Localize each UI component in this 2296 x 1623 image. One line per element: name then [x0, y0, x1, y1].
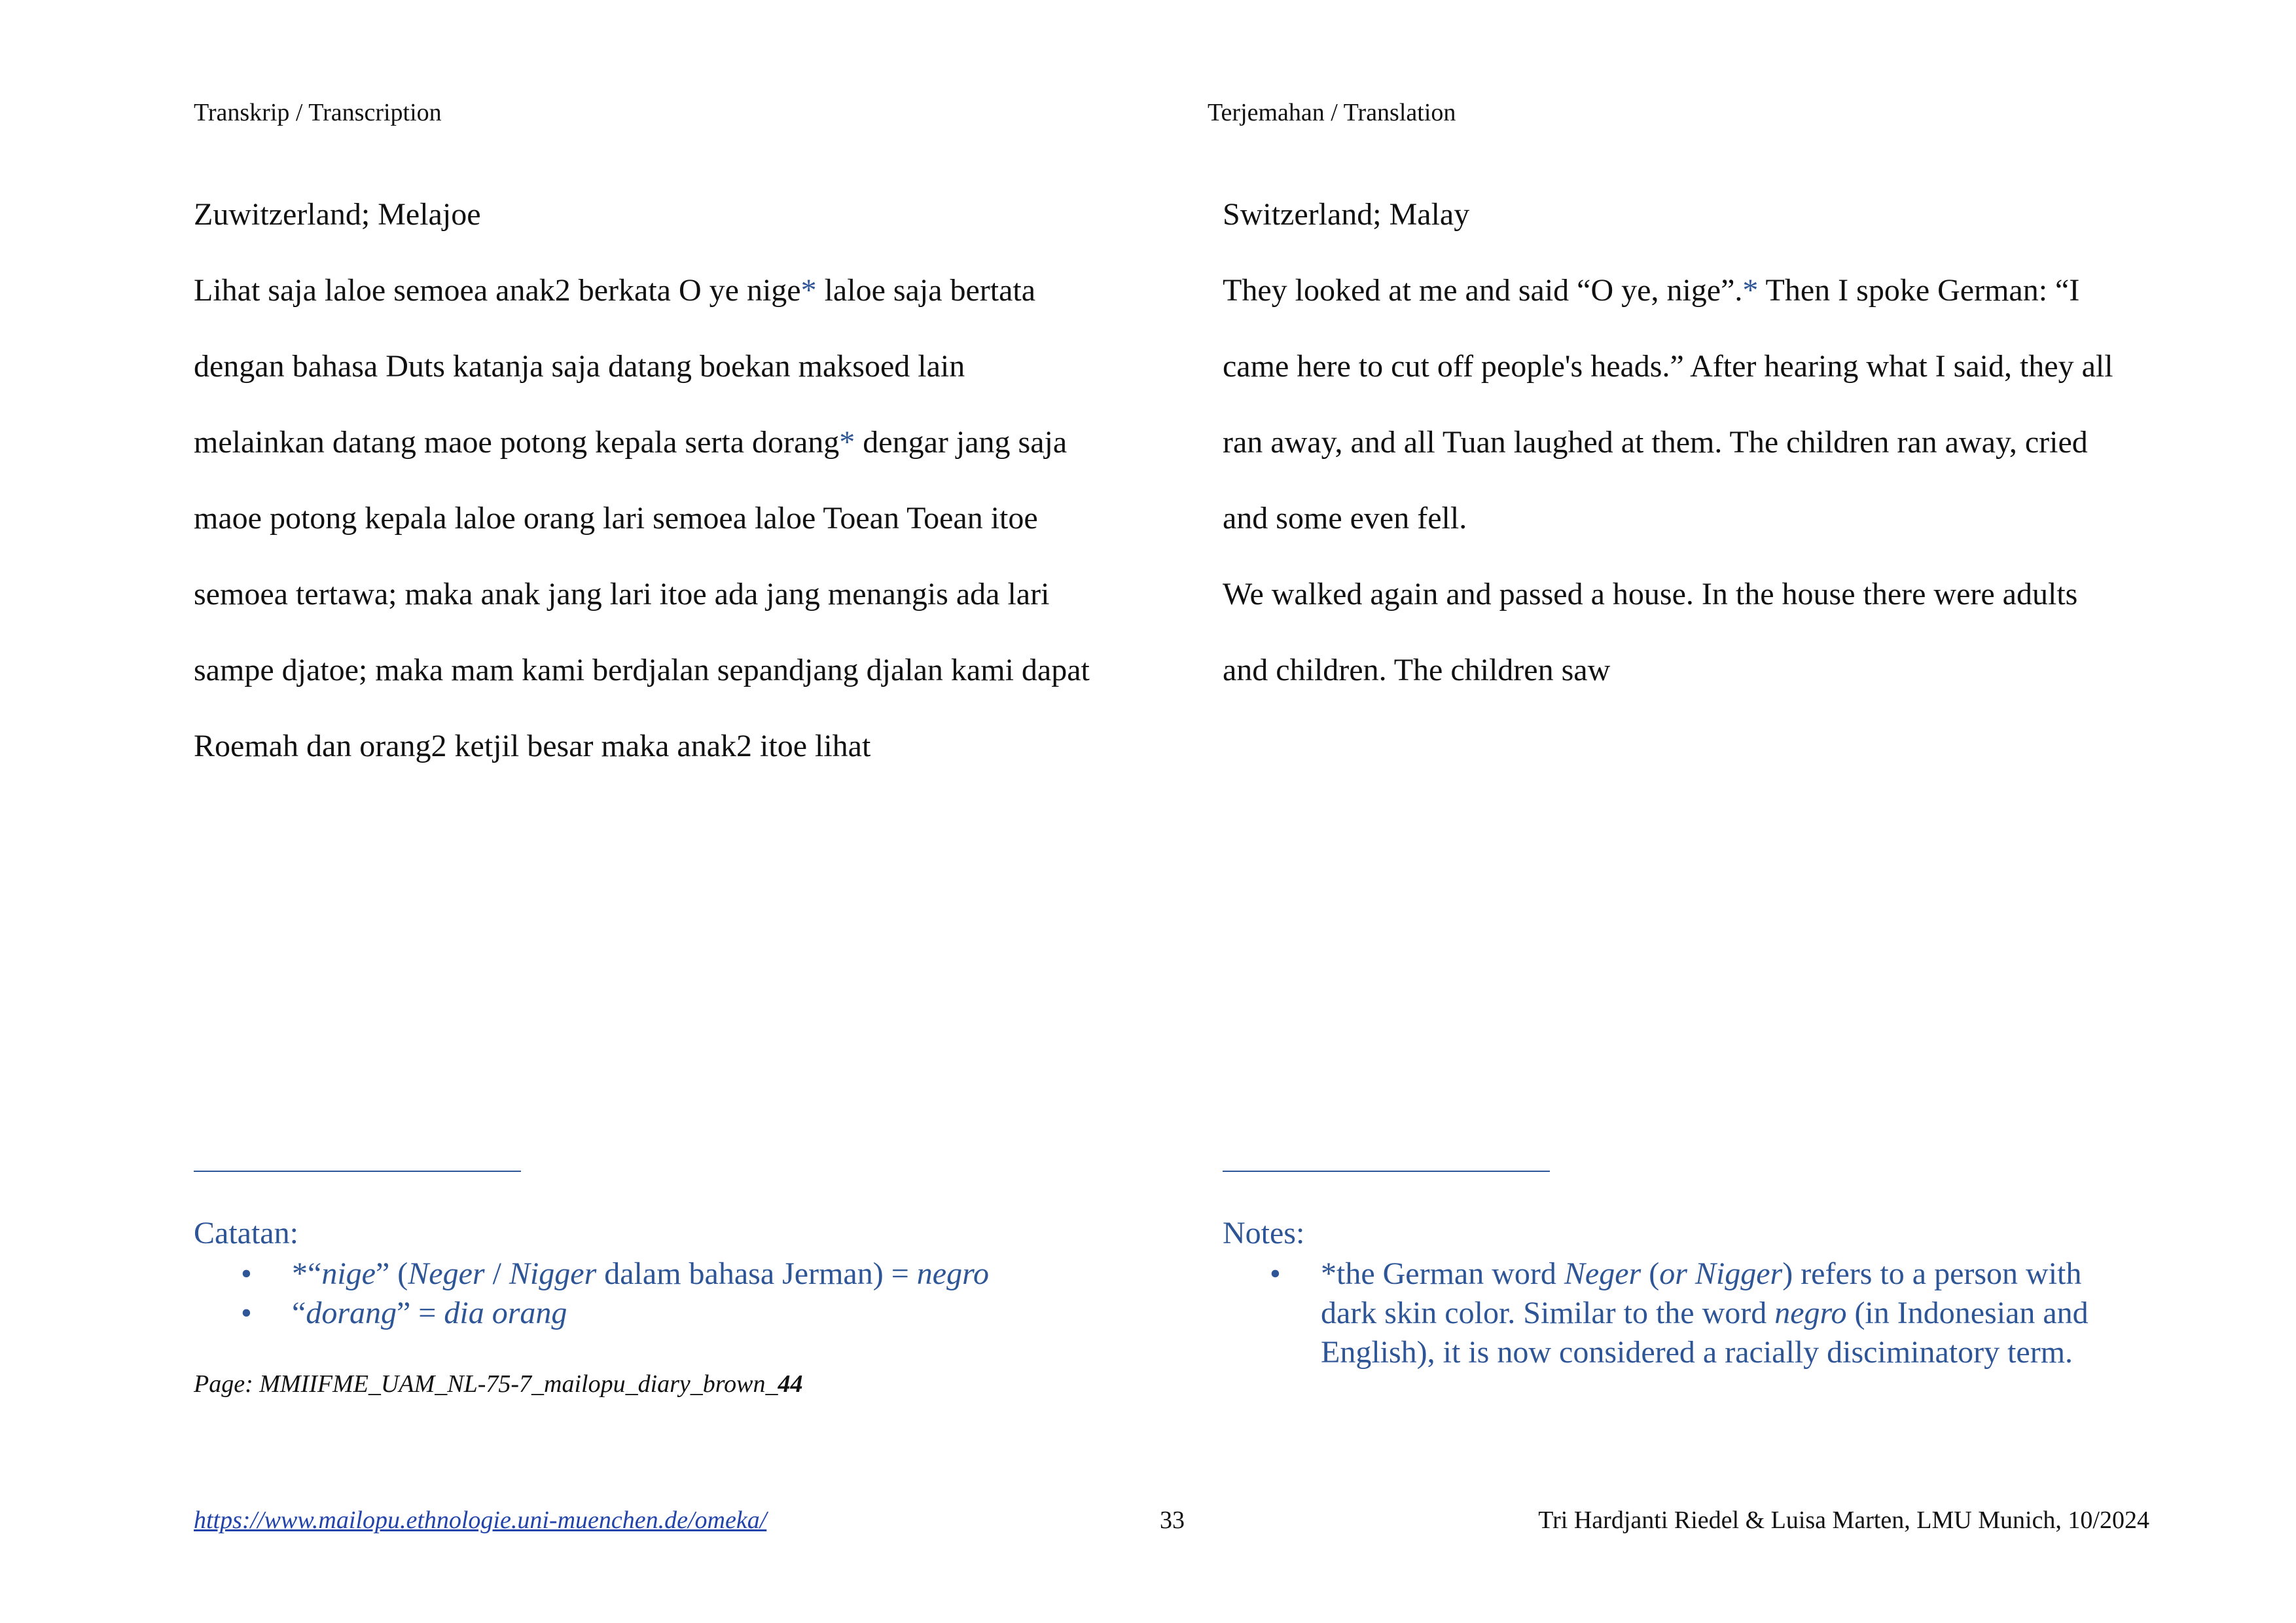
text-line-content: We walked again and passed a house. In the house there were adults — [1223, 577, 2078, 611]
note-text: dia orang — [444, 1296, 567, 1330]
text-line-content: Roemah dan orang2 ketjil besar maka anak2 itoe lihat — [194, 729, 871, 763]
bullet-icon: • — [241, 1256, 252, 1291]
note-text: negro — [916, 1256, 989, 1291]
text-line-content: laloe saja bertata — [816, 273, 1036, 308]
note-text: ” ( — [375, 1256, 408, 1291]
text-line-content: sampe djatoe; maka mam kami berdjalan sepandjang djalan kami dapat — [194, 653, 1090, 687]
right-footnote-rule — [1223, 1171, 1550, 1172]
note-item — [194, 1254, 1126, 1294]
page-reference — [194, 1370, 803, 1398]
text-line — [194, 253, 1126, 329]
note-text: or Nigger — [1659, 1256, 1783, 1291]
bullet-icon: • — [241, 1296, 252, 1330]
note-text: Neger — [1564, 1256, 1641, 1291]
text-line-content: Lihat saja laloe semoea anak2 berkata O ye nige — [194, 273, 801, 308]
page-reference-prefix: Page: MMIIFME_UAM_NL-75-7_mailopu_diary_brown_ — [194, 1370, 778, 1398]
text-line — [1223, 632, 2155, 708]
note-text: ) refers to a person with dark skin color. Similar to the word — [1321, 1256, 2082, 1330]
left-footnote-rule — [194, 1171, 521, 1172]
page-reference-number: 44 — [778, 1370, 803, 1398]
note-text: Neger — [408, 1256, 485, 1291]
note-text: *“ — [292, 1256, 322, 1291]
right-column-header: Terjemahan / Translation — [1208, 99, 1456, 126]
note-text: *the German word — [1321, 1256, 1564, 1291]
left-notes-list — [194, 1254, 1126, 1333]
text-line — [194, 481, 1126, 556]
text-line-content: came here to cut off people's heads.” After hearing what I said, they all — [1223, 349, 2113, 384]
text-line-content: ran away, and all Tuan laughed at them. The children ran away, cried — [1223, 425, 2088, 460]
right-notes-list — [1223, 1254, 2139, 1372]
note-text: negro — [1774, 1296, 1847, 1330]
text-line — [194, 329, 1126, 405]
left-column-header: Transkrip / Transcription — [194, 99, 442, 126]
bullet-icon: • — [1270, 1256, 1281, 1291]
note-item — [194, 1294, 1126, 1333]
text-line-content: and children. The children saw — [1223, 653, 1611, 687]
note-text: nige — [321, 1256, 376, 1291]
text-line — [1223, 556, 2155, 632]
footnote-asterisk: * — [800, 273, 817, 308]
note-text: ( — [1641, 1256, 1660, 1291]
text-line — [1223, 405, 2155, 481]
text-line — [1223, 481, 2155, 556]
right-section-title: Switzerland; Malay — [1223, 197, 1470, 232]
note-text: “ — [292, 1296, 306, 1330]
text-line-content: melainkan datang maoe potong kepala serta dorang — [194, 425, 840, 460]
footer-page-number: 33 — [1160, 1506, 1185, 1534]
text-line-content: semoea tertawa; maka anak jang lari itoe ada jang menangis ada lari — [194, 577, 1050, 611]
left-notes-title: Catatan: — [194, 1216, 298, 1250]
left-transcription-text — [194, 253, 1126, 784]
note-text: dorang — [306, 1296, 397, 1330]
text-line — [194, 556, 1126, 632]
right-translation-text — [1223, 253, 2155, 708]
text-line — [1223, 329, 2155, 405]
footer-credit: Tri Hardjanti Riedel & Luisa Marten, LMU Munich, 10/2024 — [1538, 1506, 2149, 1534]
note-text: (in Indonesian and English), it is now considered a racially disciminatory term. — [1321, 1296, 2089, 1370]
note-text: dalam bahasa Jerman) = — [596, 1256, 917, 1291]
footer-url-link[interactable]: https://www.mailopu.ethnologie.uni-muenchen.de/omeka/ — [194, 1506, 767, 1534]
text-line — [1223, 253, 2155, 329]
left-section-title: Zuwitzerland; Melajoe — [194, 197, 481, 232]
note-item — [1223, 1254, 2139, 1372]
note-text: Nigger — [509, 1256, 597, 1291]
note-text: / — [484, 1256, 509, 1291]
text-line-content: Then I spoke German: “I — [1758, 273, 2080, 308]
text-line — [194, 708, 1126, 784]
note-text: ” = — [397, 1296, 444, 1330]
text-line-content: They looked at me and said “O ye, nige”. — [1223, 273, 1743, 308]
footnote-asterisk: * — [839, 425, 855, 460]
text-line — [194, 632, 1126, 708]
footnote-asterisk: * — [1742, 273, 1759, 308]
right-notes-title: Notes: — [1223, 1216, 1305, 1250]
text-line-content: dengan bahasa Duts katanja saja datang boekan maksoed lain — [194, 349, 965, 384]
text-line — [194, 405, 1126, 481]
text-line-content: maoe potong kepala laloe orang lari semoea laloe Toean Toean itoe — [194, 501, 1038, 536]
text-line-content: and some even fell. — [1223, 501, 1467, 536]
text-line-content: dengar jang saja — [855, 425, 1067, 460]
